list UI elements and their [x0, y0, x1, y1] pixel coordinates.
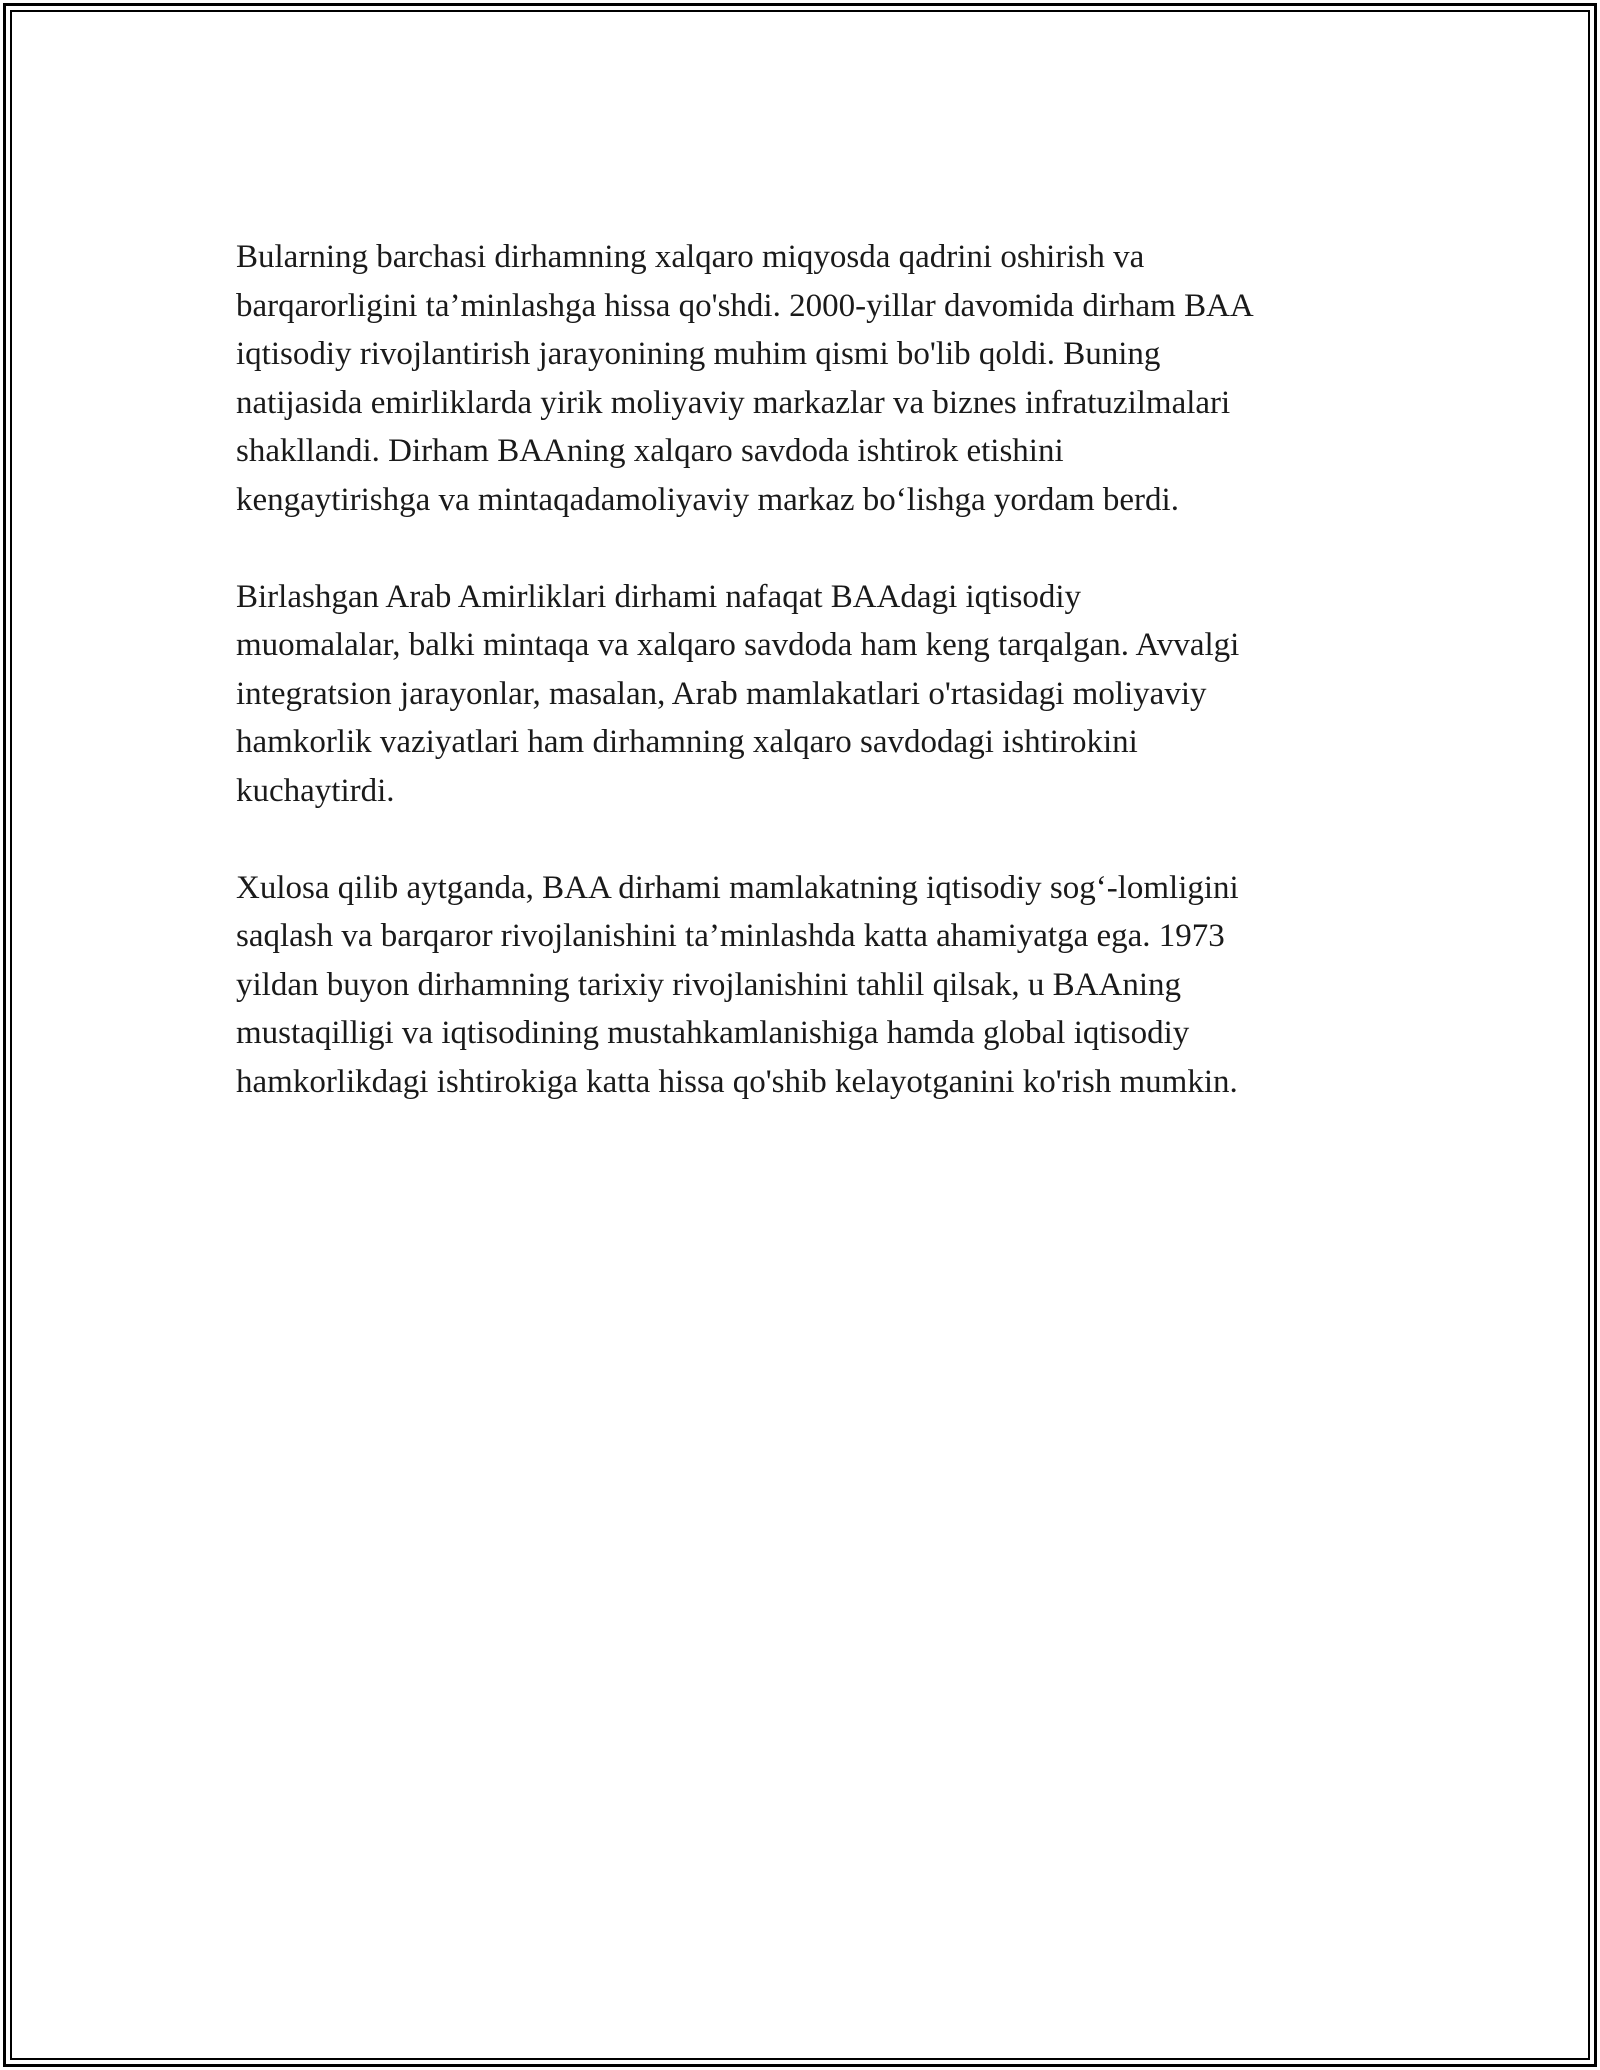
- text-line: iqtisodiy rivojlantirish jarayonining muhim qismi bo'lib qoldi. Buning: [236, 336, 1161, 372]
- text-line: integratsion jarayonlar, masalan, Arab mamlakatlari o'rtasidagi moliyaviy: [236, 675, 1207, 712]
- text-line: saqlash va barqaror rivojlanishini ta’minlashda katta ahamiyatga ega. 1973: [236, 918, 1225, 954]
- text-line: yildan buyon dirhamning tarixiy rivojlanishini tahlil qilsak, u BAAning: [236, 966, 1181, 1003]
- paragraph-2: [236, 573, 1376, 816]
- text-line: mustaqilligi va iqtisodining mustahkamlanishiga hamda global iqtisodiy: [236, 1015, 1190, 1051]
- text-line: shakllandi. Dirham BAAning xalqaro savdoda ishtirok etishini: [236, 433, 1064, 469]
- document-body: [236, 233, 1376, 1155]
- paragraph-1: [236, 233, 1376, 524]
- text-line: muomalalar, balki mintaqa va xalqaro savdoda ham keng tarqalgan. Avvalgi: [236, 627, 1240, 663]
- text-line: natijasida emirliklarda yirik moliyaviy markazlar va biznes infratuzilmalari: [236, 384, 1231, 421]
- paragraph-3: [236, 864, 1376, 1107]
- text-line: barqarorligini ta’minlashga hissa qo'shdi. 2000-yillar davomida dirham BAA: [236, 287, 1254, 324]
- text-line: hamkorlikdagi ishtirokiga katta hissa qo'shib kelayotganini ko'rish mumkin.: [236, 1063, 1238, 1100]
- text-line: Bularning barchasi dirhamning xalqaro miqyosda qadrini oshirish va: [236, 239, 1145, 275]
- text-line: Xulosa qilib aytganda, BAA dirhami mamlakatning iqtisodiy sog‘-lomligini: [236, 869, 1239, 906]
- text-line: kengaytirishga va mintaqadamoliyaviy markaz bo‘lishga yordam berdi.: [236, 481, 1179, 518]
- text-line: kuchaytirdi.: [236, 772, 395, 809]
- text-line: Birlashgan Arab Amirliklari dirhami nafaqat BAAdagi iqtisodiy: [236, 578, 1082, 615]
- text-line: hamkorlik vaziyatlari ham dirhamning xalqaro savdodagi ishtirokini: [236, 724, 1138, 760]
